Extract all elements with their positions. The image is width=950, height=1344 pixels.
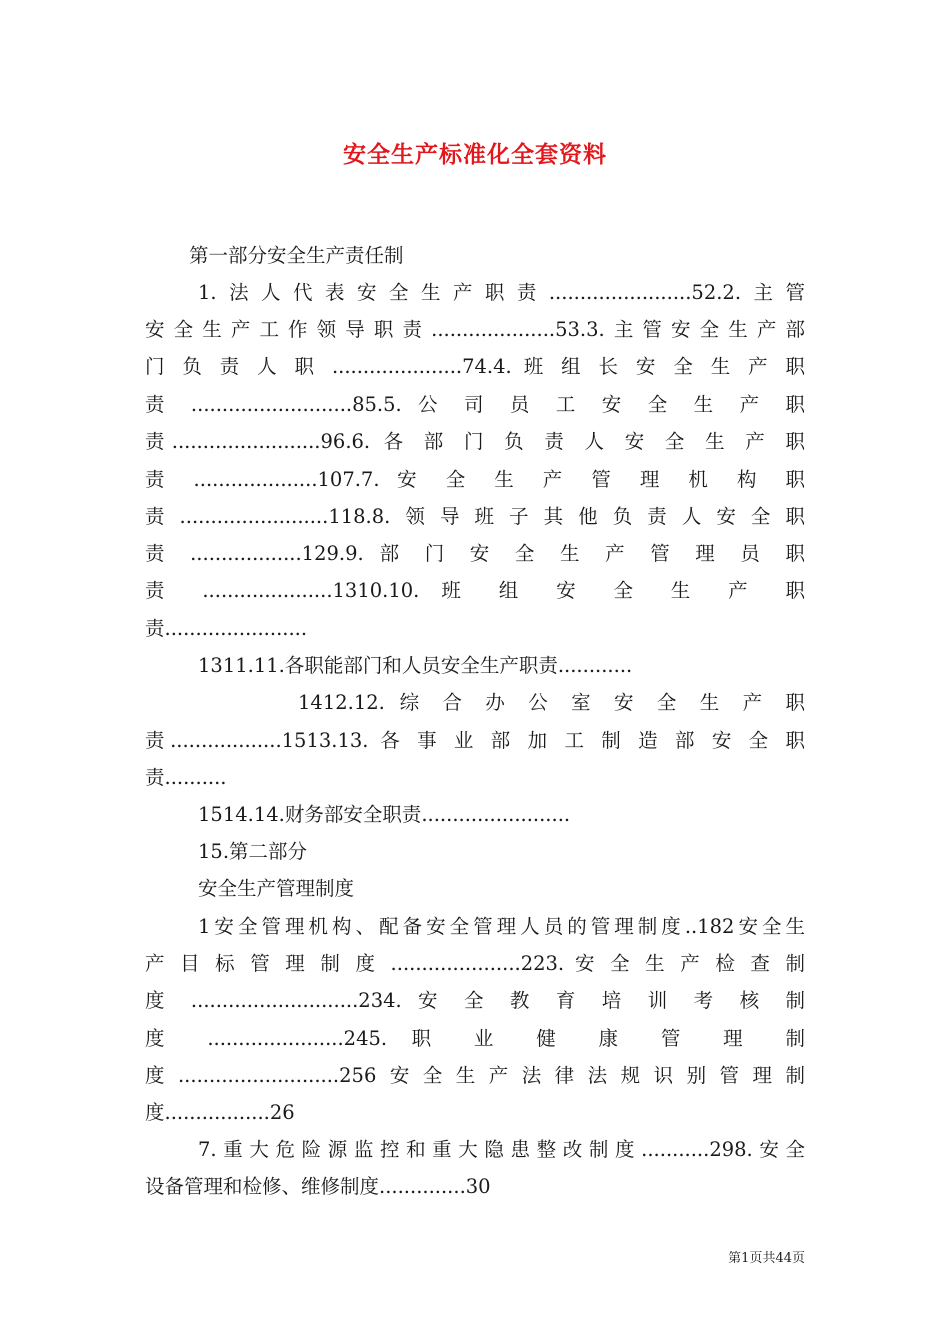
toc-line: 1412.12. 综 合 办 公 室 安 全 生 产 职 (298, 691, 805, 714)
toc-line: 设备管理和检修、维修制度..............30 (145, 1175, 491, 1198)
toc-line: 责 ..........................85.5. 公 司 员 工 安 全 生 产 职 (145, 393, 805, 416)
toc-line: 责.......... (145, 766, 227, 789)
toc-line: 1安全管理机构、配备安全管理人员的管理制度..182安全生 (198, 915, 805, 938)
toc-line: 责........................96.6. 各 部 门 负 责 人 安 全 生 产 职 (145, 430, 805, 453)
page-number: 第1页共44页 (728, 1251, 805, 1266)
toc-line: 门 负 责 人 职 .....................74.4. 班 组 长 安 全 生 产 职 (145, 355, 805, 378)
section-heading-part-two: 15.第二部分 (198, 840, 308, 863)
toc-line: 责....................... (145, 617, 308, 640)
toc-line: 度.................26 (145, 1101, 295, 1124)
toc-line: 度 ...........................234. 安 全 教 育 培 训 考 核 制 (145, 989, 805, 1012)
toc-line: 责 ....................107.7. 安 全 生 产 管 理 机 构 职 (145, 468, 805, 491)
section-subheading: 安全生产管理制度 (198, 877, 355, 900)
toc-line: 度 ......................245. 职 业 健 康 管 理 制 (145, 1027, 805, 1050)
toc-line: 责........................118.8.领导班子其他负责人安全职 (145, 505, 805, 528)
toc-line: 产 目 标 管 理 制 度 .....................223. 安 全 生 产 检 查 制 (145, 952, 805, 975)
toc-line: 安全生产工作领导职责....................53.3.主管安全生产部 (145, 318, 805, 341)
toc-line: 度..........................256安全生产法律法规识别管理制 (145, 1064, 805, 1087)
toc-line: 1514.14.财务部安全职责........................ (198, 803, 571, 826)
toc-line: 1.法人代表安全生产职责.......................52.2.主管 (198, 281, 805, 304)
toc-line: 责..................1513.13. 各 事 业 部 加 工 制 造 部 安 全 职 (145, 729, 805, 752)
toc-line: 责 ..................129.9. 部 门 安 全 生 产 管 理 员 职 (145, 542, 805, 565)
section-heading-part-one: 第一部分安全生产责任制 (189, 244, 404, 267)
toc-line: 7.重大危险源监控和重大隐患整改制度...........298.安全 (198, 1138, 805, 1161)
toc-line: 1311.11.各职能部门和人员安全生产职责............ (198, 654, 633, 677)
document-title: 安全生产标准化全套资料 (343, 141, 607, 168)
toc-line: 责 .....................1310.10. 班 组 安 全 生 产 职 (145, 579, 805, 602)
